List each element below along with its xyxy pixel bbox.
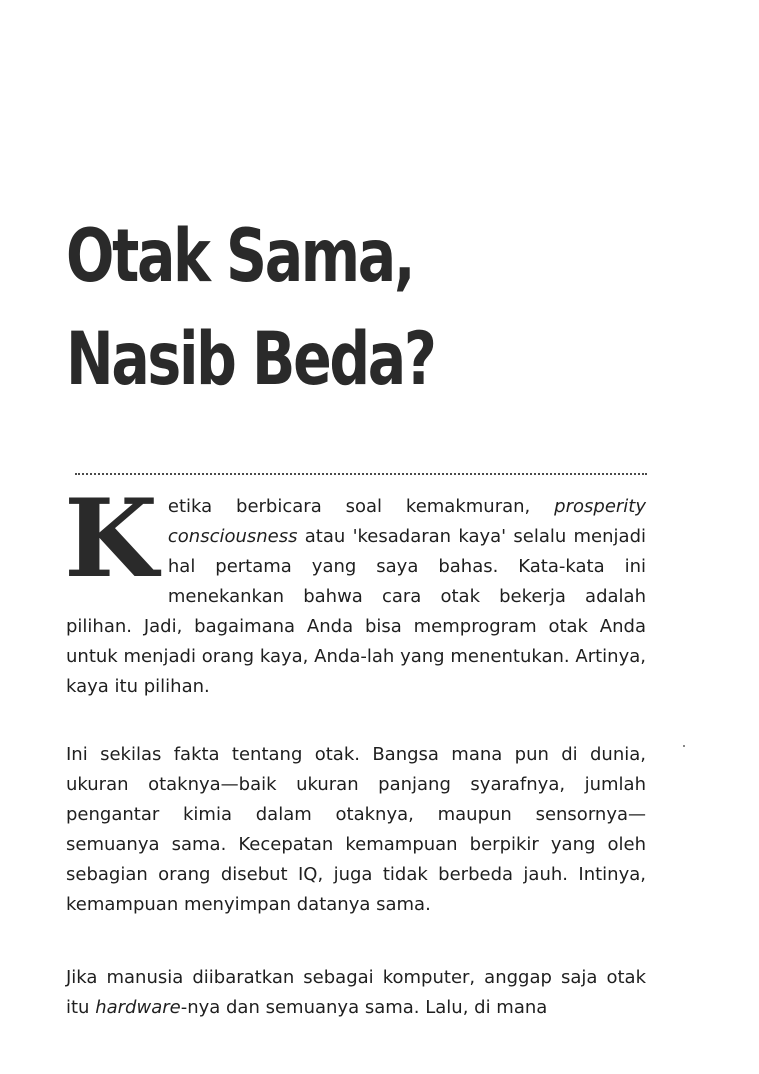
scan-speck [683,745,685,747]
paragraph-2-text: Ini sekilas fakta tentang otak. Bangsa mana pun di dunia, ukuran otaknya—baik ukuran panjang syarafnya, jumlah pengantar kimia dalam otaknya, maupun sensornya—semuanya sama. Kecepatan kemampuan berpikir yang oleh sebagian orang disebut IQ, juga tidak berbeda jauh. Intinya, kemampuan menyimpan datanya sama. [66,744,646,915]
paragraph-1-part-1: etika berbicara soal kemakmuran, [167,496,555,517]
chapter-title [66,205,435,411]
chapter-title-line-1: Otak Sama, [66,214,414,299]
dotted-divider [75,473,647,475]
paragraph-1 [64,476,646,702]
paragraph-3-part-1: Jika manusia diibaratkan sebagai komputer, anggap saja otak itu [66,967,646,1018]
paragraph-1-part-2: atau 'kesadaran kaya' selalu menjadi hal pertama yang saya bahas. Kata-kata ini menekankan bahwa cara otak bekerja adalah pilihan. Jadi, bagaimana Anda bisa memprogram otak Anda untuk menjadi orang kaya, Anda-lah yang menentukan. Artinya, kaya itu pilihan. [66,526,646,697]
paragraph-2 [66,740,646,920]
paragraph-3-part-2: -nya dan semuanya sama. Lalu, di mana [180,997,548,1018]
paragraph-3 [66,963,646,1023]
paragraph-3-text [66,963,646,1023]
drop-cap: K [64,476,158,602]
paragraph-1-italic: prosperity consciousness [167,496,646,547]
paragraph-3-italic: hardware [95,997,181,1018]
chapter-title-line-2: Nasib Beda? [66,317,435,402]
